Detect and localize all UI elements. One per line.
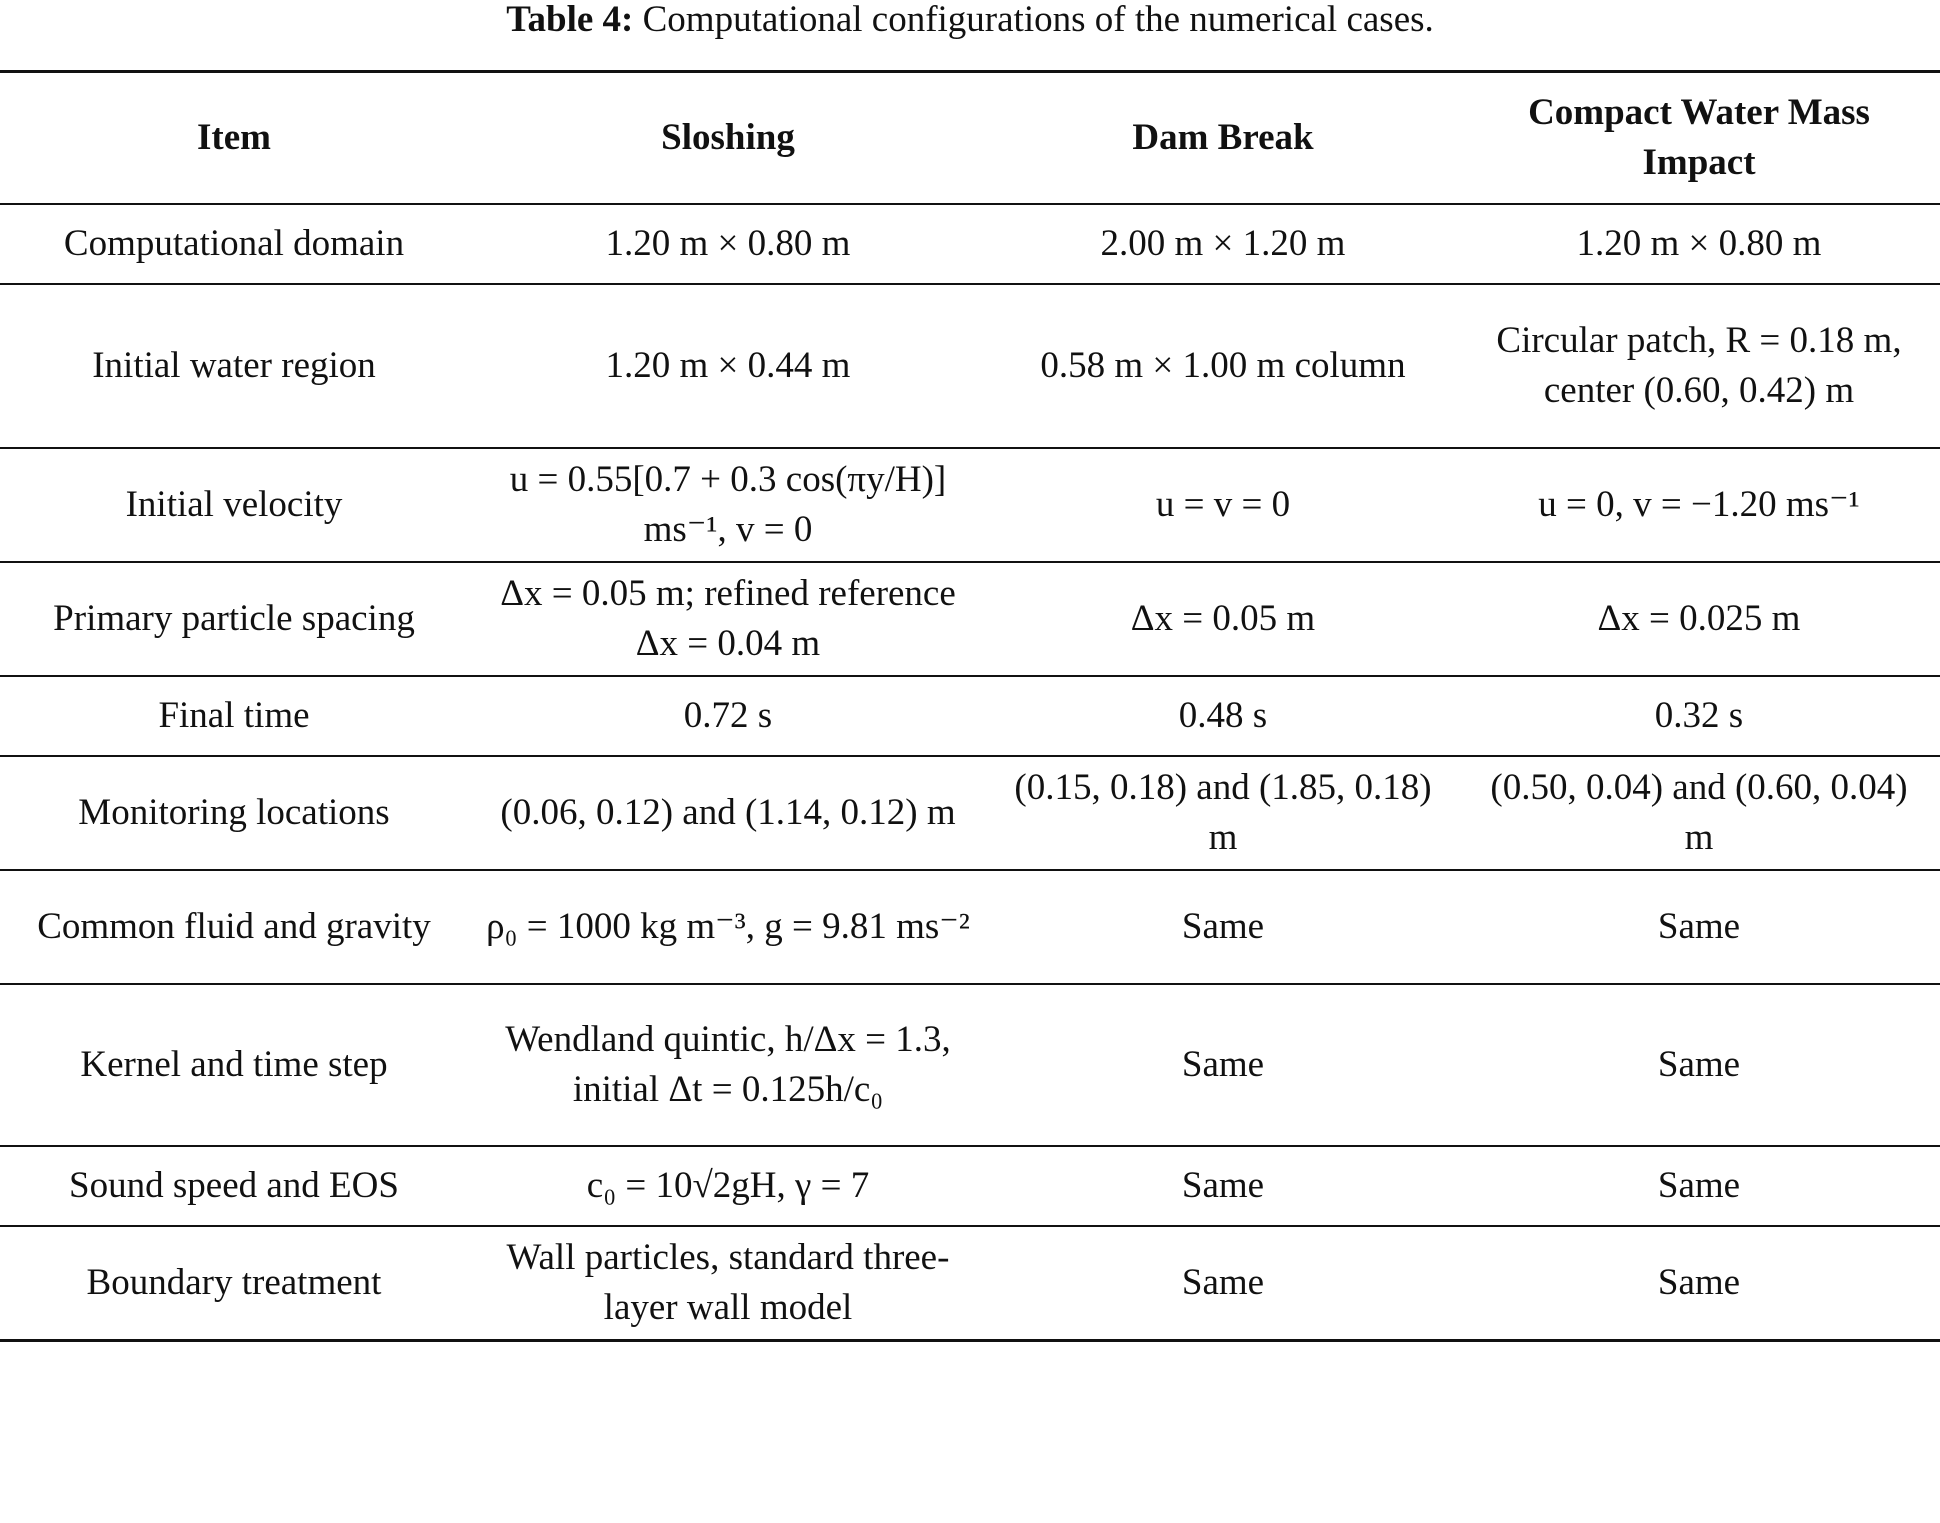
configurations-table: [0, 70, 1940, 1342]
row-item-label: Primary particle spacing: [0, 562, 468, 676]
cell-dam-break: Same: [988, 1226, 1458, 1341]
cell-dam-break: (0.15, 0.18) and (1.85, 0.18) m: [988, 756, 1458, 870]
cell-dam-break: Same: [988, 984, 1458, 1146]
cell-impact: 1.20 m × 0.80 m: [1458, 204, 1940, 284]
cell-dam-break: Same: [988, 1146, 1458, 1226]
cell-sloshing: 1.20 m × 0.44 m: [468, 284, 988, 448]
header-dam-break: Dam Break: [988, 72, 1458, 205]
cell-sloshing: Wendland quintic, h/Δx = 1.3, initial Δt = 0.125h/c₀: [468, 984, 988, 1146]
row-item-label: Sound speed and EOS: [0, 1146, 468, 1226]
cell-dam-break: Same: [988, 870, 1458, 984]
row-item-label: Computational domain: [0, 204, 468, 284]
caption-label: Table 4:: [506, 0, 634, 40]
cell-sloshing: 1.20 m × 0.80 m: [468, 204, 988, 284]
table-row: [0, 562, 1940, 676]
table-header-row: [0, 72, 1940, 205]
table-row: [0, 1146, 1940, 1226]
cell-impact: Same: [1458, 1226, 1940, 1341]
cell-sloshing: Wall particles, standard three-layer wall model: [468, 1226, 988, 1341]
table-row: [0, 204, 1940, 284]
cell-impact: Circular patch, R = 0.18 m, center (0.60, 0.42) m: [1458, 284, 1940, 448]
table-row: [0, 870, 1940, 984]
cell-sloshing: Δx = 0.05 m; refined reference Δx = 0.04 m: [468, 562, 988, 676]
table-row: [0, 448, 1940, 562]
caption-text: Computational configurations of the numerical cases.: [633, 0, 1434, 40]
cell-sloshing: (0.06, 0.12) and (1.14, 0.12) m: [468, 756, 988, 870]
cell-impact: Same: [1458, 870, 1940, 984]
cell-sloshing: u = 0.55[0.7 + 0.3 cos(πy/H)] ms⁻¹, v = 0: [468, 448, 988, 562]
cell-dam-break: 0.58 m × 1.00 m column: [988, 284, 1458, 448]
cell-dam-break: 0.48 s: [988, 676, 1458, 756]
row-item-label: Final time: [0, 676, 468, 756]
table-row: [0, 756, 1940, 870]
header-compact-water-mass-impact: Compact Water Mass Impact: [1458, 72, 1940, 205]
cell-sloshing: 0.72 s: [468, 676, 988, 756]
row-item-label: Monitoring locations: [0, 756, 468, 870]
cell-dam-break: 2.00 m × 1.20 m: [988, 204, 1458, 284]
cell-sloshing: c₀ = 10√2gH, γ = 7: [468, 1146, 988, 1226]
cell-sloshing: ρ₀ = 1000 kg m⁻³, g = 9.81 ms⁻²: [468, 870, 988, 984]
cell-dam-break: Δx = 0.05 m: [988, 562, 1458, 676]
row-item-label: Initial velocity: [0, 448, 468, 562]
cell-impact: (0.50, 0.04) and (0.60, 0.04) m: [1458, 756, 1940, 870]
header-item: Item: [0, 72, 468, 205]
row-item-label: Kernel and time step: [0, 984, 468, 1146]
header-sloshing: Sloshing: [468, 72, 988, 205]
cell-impact: Same: [1458, 984, 1940, 1146]
table-row: [0, 284, 1940, 448]
table-row: [0, 676, 1940, 756]
cell-impact: 0.32 s: [1458, 676, 1940, 756]
row-item-label: Boundary treatment: [0, 1226, 468, 1341]
cell-impact: u = 0, v = −1.20 ms⁻¹: [1458, 448, 1940, 562]
row-item-label: Common fluid and gravity: [0, 870, 468, 984]
cell-dam-break: u = v = 0: [988, 448, 1458, 562]
table-row: [0, 1226, 1940, 1341]
row-item-label: Initial water region: [0, 284, 468, 448]
table-caption: [0, 0, 1940, 44]
cell-impact: Δx = 0.025 m: [1458, 562, 1940, 676]
table-row: [0, 984, 1940, 1146]
cell-impact: Same: [1458, 1146, 1940, 1226]
